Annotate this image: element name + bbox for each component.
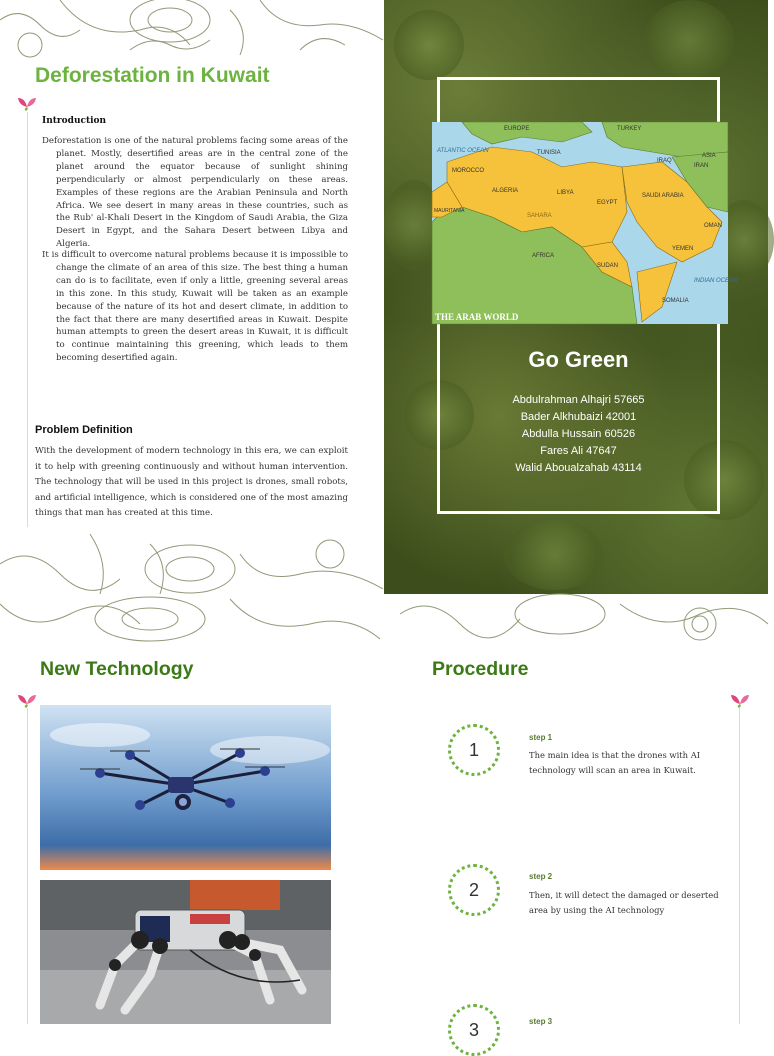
svg-text:IRAQ: IRAQ bbox=[657, 158, 672, 164]
svg-text:LIBYA: LIBYA bbox=[557, 190, 574, 196]
flower-bullet-icon bbox=[730, 692, 750, 708]
author-name: Bader Alkhubaizi 42001 bbox=[520, 411, 637, 423]
leaf-decoration bbox=[644, 0, 734, 80]
robot-dog-photo bbox=[40, 880, 331, 1024]
map-caption: THE ARAB WORLD bbox=[435, 312, 519, 322]
arab-world-map bbox=[432, 122, 738, 324]
svg-text:SAHARA: SAHARA bbox=[527, 213, 552, 219]
step-3-label: step 3 bbox=[529, 1017, 553, 1026]
report-page-bottom bbox=[0, 594, 768, 1040]
step-2-number: 2 bbox=[448, 864, 500, 916]
report-page-left bbox=[0, 0, 383, 594]
svg-text:OMAN: OMAN bbox=[704, 223, 722, 229]
svg-text:SOMALIA: SOMALIA bbox=[662, 298, 689, 304]
problem-paragraph: With the development of modern technology in this era, we can exploit it to help with greening continuously and without human intervention. The technology that will be used in this project is drones, small robots, and artificial intelligence, which is considered one of the most amazing things that man has created at this time. bbox=[35, 446, 348, 518]
author-name: Walid Aboualzahab 43114 bbox=[515, 462, 642, 474]
svg-text:SUDAN: SUDAN bbox=[597, 263, 619, 269]
cover-title: Go Green bbox=[528, 347, 629, 372]
author-list bbox=[437, 392, 720, 477]
svg-text:IRAN: IRAN bbox=[694, 163, 709, 169]
step-2-text: Then, it will detect the damaged or deserted area by using the AI technology bbox=[529, 890, 719, 915]
flower-bullet-icon bbox=[17, 95, 37, 111]
svg-text:EGYPT: EGYPT bbox=[597, 200, 618, 206]
procedure-title: Procedure bbox=[432, 658, 529, 680]
svg-text:SAUDI ARABIA: SAUDI ARABIA bbox=[642, 193, 684, 199]
cover-page bbox=[384, 0, 768, 594]
vertical-rule bbox=[739, 708, 740, 1024]
vertical-rule bbox=[27, 112, 28, 527]
new-technology-title: New Technology bbox=[40, 658, 194, 680]
page-title: Deforestation in Kuwait bbox=[35, 64, 270, 87]
intro-paragraph-1: Deforestation is one of the natural problems facing some areas of the planet. Mostly, desertified areas are in the central zone of the planet around the equator because of sunlight shining perpendicularly or almost perpendicularly on these areas. Examples of these regions are the Arabian Peninsula and North Africa. We see desert in many areas in these countries, such as the Rub' al-Khali Desert in the Kingdom of Saudi Arabia, the Giza Desert in Egypt, and the Sahara Desert between Libya and Algeria. bbox=[42, 136, 348, 250]
intro-paragraph-2: It is difficult to overcome natural problems because it is impossible to change the climate of an area of this size. The best thing a human can do is to facilitate, even if only a little, greening several areas in this zone. In this study, Kuwait will be taken as an example because of the nature of its hot and desert climate, in addition to the fact that there are many desertified areas in Kuwait. Despite human attempts to green the desert areas in Kuwait, it is difficult to continue maintaining this greening, which leads to them becoming desertified again. bbox=[42, 250, 348, 364]
floral-border-bottom bbox=[0, 534, 383, 594]
introduction-heading: Introduction bbox=[42, 116, 107, 126]
step-1-number: 1 bbox=[448, 724, 500, 776]
svg-text:INDIAN OCEAN: INDIAN OCEAN bbox=[694, 278, 738, 284]
svg-text:TUNISIA: TUNISIA bbox=[537, 150, 561, 156]
step-3-number: 3 bbox=[448, 1004, 500, 1056]
svg-text:AFRICA: AFRICA bbox=[532, 253, 555, 259]
author-name: Abdulla Hussain 60526 bbox=[521, 428, 636, 440]
drone-photo bbox=[40, 705, 331, 870]
svg-text:ATLANTIC OCEAN: ATLANTIC OCEAN bbox=[437, 148, 489, 154]
leaf-decoration bbox=[394, 10, 464, 80]
author-name: Fares Ali 47647 bbox=[540, 445, 617, 457]
svg-text:ALGERIA: ALGERIA bbox=[492, 188, 519, 194]
svg-text:TURKEY: TURKEY bbox=[617, 126, 642, 132]
problem-definition-heading: Problem Definition bbox=[35, 424, 133, 436]
svg-text:ASIA: ASIA bbox=[702, 153, 716, 159]
floral-border-top bbox=[0, 594, 768, 648]
author-name: Abdulrahman Alhajri 57665 bbox=[512, 394, 645, 406]
step-1-text: The main idea is that the drones with AI technology will scan an area in Kuwait. bbox=[529, 750, 701, 775]
svg-text:MAURITANIA: MAURITANIA bbox=[434, 208, 465, 214]
floral-border-top bbox=[0, 0, 383, 60]
flower-bullet-icon bbox=[17, 692, 37, 708]
step-2-label: step 2 bbox=[529, 872, 553, 881]
svg-text:EUROPE: EUROPE bbox=[504, 126, 530, 132]
svg-text:MOROCCO: MOROCCO bbox=[452, 168, 484, 174]
vertical-rule bbox=[27, 708, 28, 1024]
leaf-decoration bbox=[504, 520, 604, 590]
svg-text:YEMEN: YEMEN bbox=[672, 246, 694, 252]
step-1-label: step 1 bbox=[529, 733, 553, 742]
